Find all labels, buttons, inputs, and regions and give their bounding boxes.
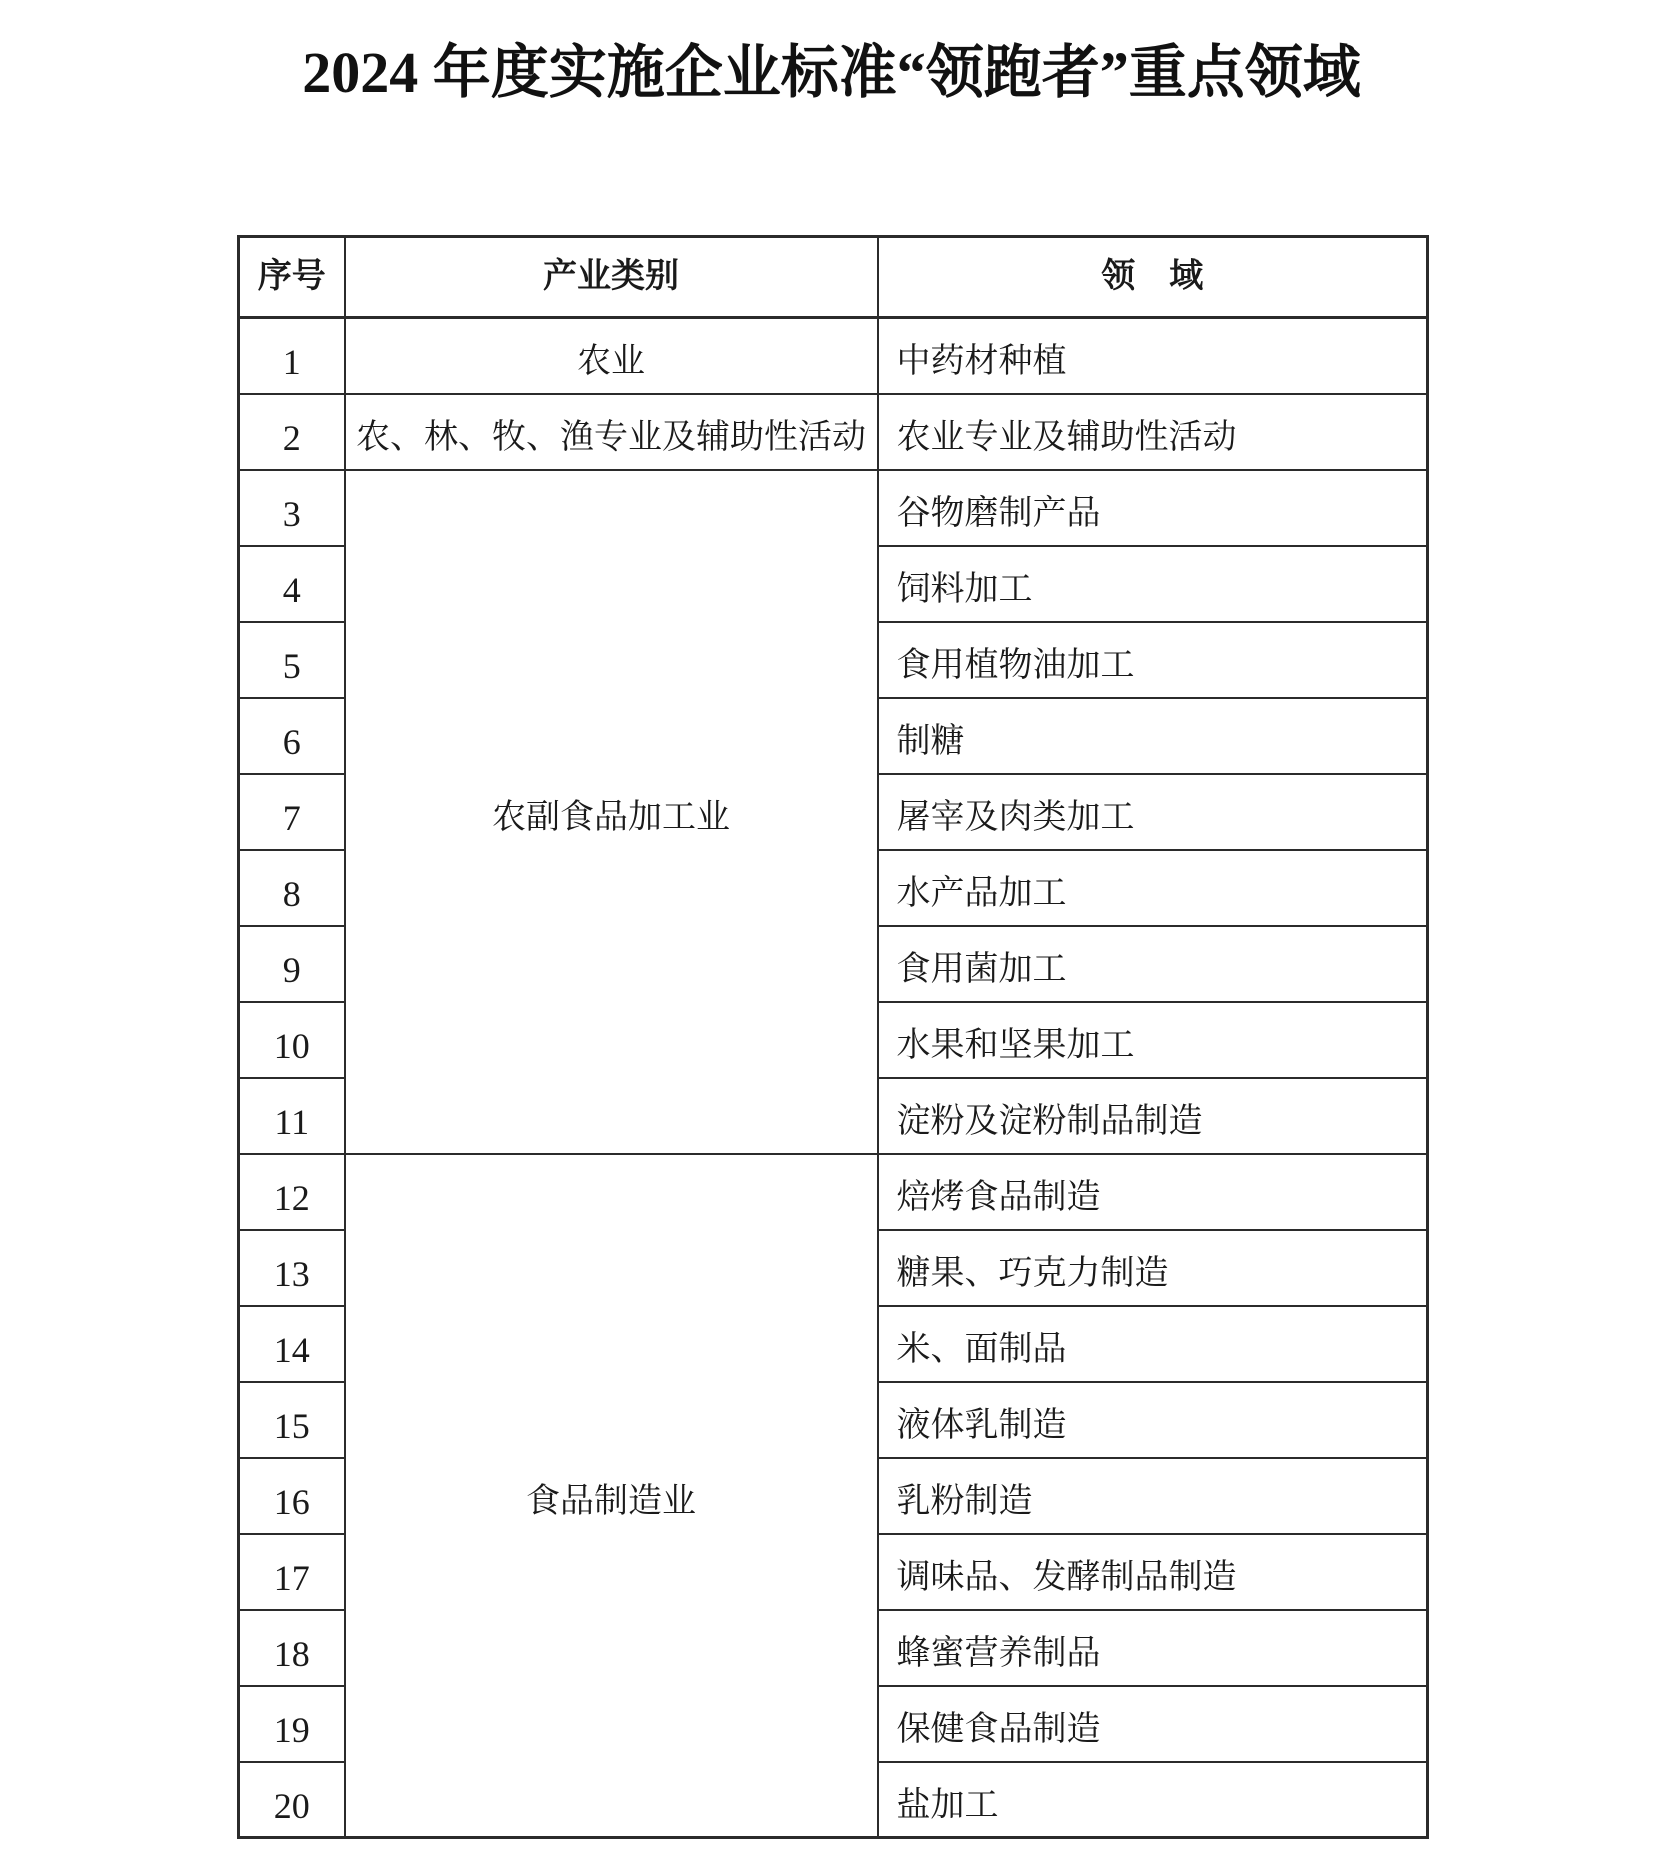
- field-cell: 焙烤食品制造: [878, 1154, 1428, 1230]
- field-cell: 食用植物油加工: [878, 622, 1428, 698]
- field-cell: 液体乳制造: [878, 1382, 1428, 1458]
- row-number: 1: [239, 318, 345, 394]
- row-number: 10: [239, 1002, 345, 1078]
- table-header-row: [239, 237, 1428, 318]
- row-number: 13: [239, 1230, 345, 1306]
- category-cell: 农业: [345, 318, 878, 394]
- row-number: 6: [239, 698, 345, 774]
- field-cell: 乳粉制造: [878, 1458, 1428, 1534]
- category-cell-merged: 农副食品加工业: [345, 470, 878, 1154]
- row-number: 15: [239, 1382, 345, 1458]
- field-cell: 水产品加工: [878, 850, 1428, 926]
- field-cell: 制糖: [878, 698, 1428, 774]
- field-cell: 蜂蜜营养制品: [878, 1610, 1428, 1686]
- row-number: 20: [239, 1762, 345, 1838]
- header-industry-category: 产业类别: [345, 237, 878, 318]
- table-row: [239, 394, 1428, 470]
- row-number: 12: [239, 1154, 345, 1230]
- row-number: 17: [239, 1534, 345, 1610]
- field-cell: 农业专业及辅助性活动: [878, 394, 1428, 470]
- table-row: [239, 318, 1428, 394]
- table-row: [239, 1154, 1428, 1230]
- row-number: 7: [239, 774, 345, 850]
- field-cell: 调味品、发酵制品制造: [878, 1534, 1428, 1610]
- field-cell: 食用菌加工: [878, 926, 1428, 1002]
- row-number: 14: [239, 1306, 345, 1382]
- row-number: 16: [239, 1458, 345, 1534]
- field-cell: 米、面制品: [878, 1306, 1428, 1382]
- row-number: 18: [239, 1610, 345, 1686]
- key-areas-table: [237, 235, 1429, 1839]
- header-serial-number: 序号: [239, 237, 345, 318]
- field-cell: 水果和坚果加工: [878, 1002, 1428, 1078]
- row-number: 9: [239, 926, 345, 1002]
- field-cell: 饲料加工: [878, 546, 1428, 622]
- field-cell: 盐加工: [878, 1762, 1428, 1838]
- row-number: 19: [239, 1686, 345, 1762]
- page-title: 2024 年度实施企业标准“领跑者”重点领域: [302, 40, 1361, 105]
- table-row: [239, 470, 1428, 546]
- row-number: 4: [239, 546, 345, 622]
- row-number: 3: [239, 470, 345, 546]
- row-number: 11: [239, 1078, 345, 1154]
- category-cell-merged: 食品制造业: [345, 1154, 878, 1838]
- row-number: 8: [239, 850, 345, 926]
- field-cell: 淀粉及淀粉制品制造: [878, 1078, 1428, 1154]
- field-cell: 谷物磨制产品: [878, 470, 1428, 546]
- category-cell: 农、林、牧、渔专业及辅助性活动: [345, 394, 878, 470]
- field-cell: 糖果、巧克力制造: [878, 1230, 1428, 1306]
- field-cell: 屠宰及肉类加工: [878, 774, 1428, 850]
- header-field: 领 域: [878, 237, 1428, 318]
- field-cell: 保健食品制造: [878, 1686, 1428, 1762]
- field-cell: 中药材种植: [878, 318, 1428, 394]
- row-number: 2: [239, 394, 345, 470]
- row-number: 5: [239, 622, 345, 698]
